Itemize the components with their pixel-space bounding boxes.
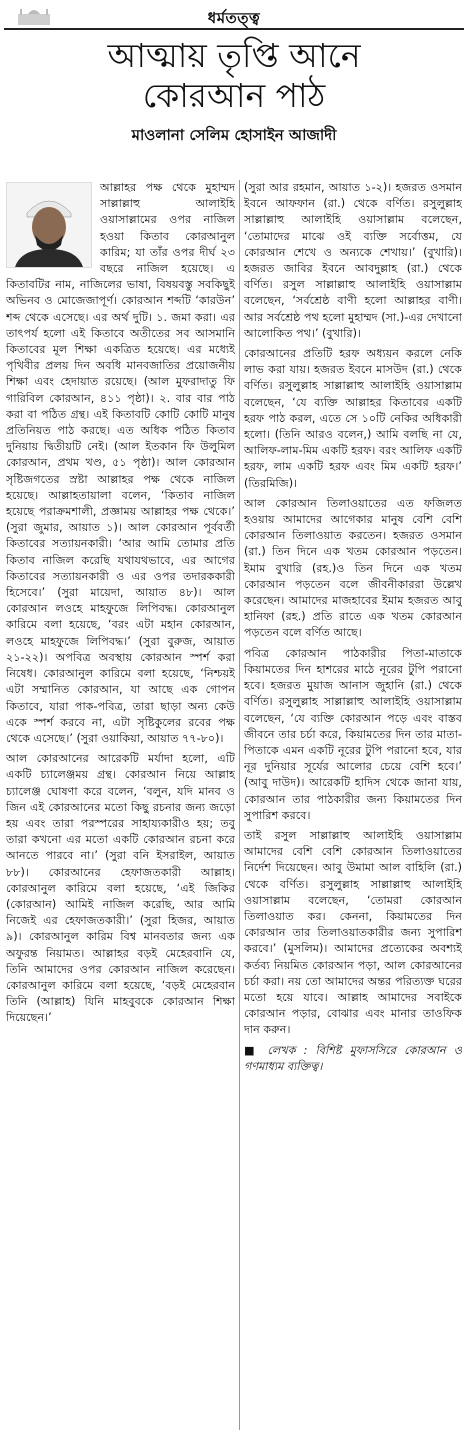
headline-line-2: কোরআন পাঠ xyxy=(142,76,326,115)
header-rule xyxy=(4,28,464,30)
article-column-1 xyxy=(6,180,235,1435)
section-label: ধর্মতত্ত্ব xyxy=(207,9,261,27)
column-1-paragraph: আল্লাহর পক্ষ থেকে মুহাম্মদ সাল্লাল্লাহু আলাইহি ওয়াসাল্লামের ওপর নাজিল হওয়া কিতাব কোরআনুল কারিম; যা তাঁর ওপর দীর্ঘ ২৩ বছরে নাজিল হয়েছে। এ কিতাবটির নাম, নাজিলের ভাষা, বিষয়বস্তু সবকিছুই অভিনব ও মোজেজাপূর্ণ। কোরআন শব্দটি ‘কারউন’ শব্দ থেকে এসেছে। এর অর্থ দুটি। ১. জমা করা। এর তাৎপর্য হলো এই কিতাবে অতীতের সব আসমানি কিতাবের মূল শিক্ষা একত্রিত হয়েছে। এর মধ্যেই পৃথিবীর প্রলয় দিন অবধি মানবজাতির প্রয়োজনীয় শিক্ষা এবং হেদায়াত রয়েছে। (আল মুফরাদাতু ফি গারিবিল কোরআন, ৪১১ পৃষ্ঠা)। ২. বার বার পাঠ করা বা পঠিত গ্রন্থ। এই কিতাবটি কোটি কোটি মানুষ প্রতিনিয়ত পাঠ করছে। এত অধিক পঠিত কিতাব দুনিয়ায় দ্বিতীয়টি নেই। (আল ইতকান ফি উলুমিল কোরআন, প্রথম খণ্ড, ৫১ পৃষ্ঠা)। আল কোরআন সৃষ্টিজগতের স্রষ্টা আল্লাহর পক্ষ থেকে নাজিল হয়েছে। আল্লাহতায়ালা বলেন, ‘কিতাব নাজিল হয়েছে পরাক্রমশালী, প্রজ্ঞাময় আল্লাহর পক্ষ থেকে।’ (সুরা জুমার, আয়াত ১)। আল কোরআন পূর্ববর্তী কিতাবের সত্যায়নকারী। ‘আর আমি তোমার প্রতি কিতাব নাজিল করেছি যথাযথভাবে, এর আগের কিতাবের সত্যায়নকারী ও এর ওপর তদারককারী হিসেবে।’ (সুরা মায়েদা, আয়াত ৪৮)। আল কোরআন লওহে মাহফুজে লিপিবদ্ধ। কোরআনুল কারিমে বলা হয়েছে, ‘বরং এটা মহান কোরআন, লওহে মাহফুজে লিপিবদ্ধ।’ (সুরা বুরুজ, আয়াত ২১-২২)। অপবিত্র অবস্থায় কোরআন স্পর্শ করা নিষেধ। কোরআনুল কারিমে বলা হয়েছে, ‘নিশ্চয়ই এটা সম্মানিত কোরআন, যা আছে এক গোপন কিতাবে, যারা পাক-পবিত্র, তারা ছাড়া অন্য কেউ একে স্পর্শ করবে না, এটা সৃষ্টিকুলের রবের পক্ষ থেকে এসেছে।’ (সুরা ওয়াকিয়া, আয়াত ৭৭-৮০)। xyxy=(6,181,235,745)
column-2-paragraph: আল কোরআন তিলাওয়াতের এত ফজিলত হওয়ায় আমাদের আগেকার মানুষ বেশি বেশি কোরআন তিলাওয়াত করতেন। হজরত ওসমান (রা.) তিন দিনে এক খতম কোরআন পড়তেন। ইমাম বুখারি (রহ.)ও তিন দিনে এক খতম কোরআন পড়তেন বলে জীবনীকাররা উল্লেখ করেছেন। আমাদের মাজহাবের ইমাম হজরত আবু হানিফা (রহ.) প্রতি রাতে এক খতম কোরআন পড়তেন বলে বর্ণিত আছে। xyxy=(244,496,462,640)
author-footnote: ■ লেখক : বিশিষ্ট মুফাসসিরে কোরআন ও গণমাধ্যম ব্যক্তিত্ব। xyxy=(244,1043,462,1073)
column-2-paragraph: তাই রসুল সাল্লাল্লাহু আলাইহি ওয়াসাল্লাম আমাদের বেশি বেশি কোরআন তিলাওয়াতের নির্দেশ দিয়েছেন। আবু উমামা আল বাহিলি (রা.) থেকে বর্ণিত। রসুলুল্লাহ সাল্লাল্লাহু আলাইহি ওয়াসাল্লাম বলেছেন, ‘তোমরা কোরআন তিলাওয়াত কর। কেননা, কিয়ামতের দিন কোরআন তার তিলাওয়াতকারীর জন্য সুপারিশ করবে।’ (মুসলিম)। আমাদের প্রত্যেকের অবশ্যই কর্তব্য নিয়মিত কোরআন পড়া, আল কোরআনের চর্চা করা। নয় তো আমাদের অন্তর পরিত্যক্ত ঘরের মতো হয়ে যাবে। আল্লাহ আমাদের সবাইকে কোরআন পড়ার, বোঝার এবং মানার তাওফিক দান করুন। xyxy=(244,828,462,1037)
column-2-paragraph: (সুরা আর রহমান, আয়াত ১-২)। হজরত ওসমান ইবনে আফফান (রা.) থেকে বর্ণিত। রসুলুল্লাহ সাল্লাল্লাহু আলাইহি ওয়াসাল্লাম বলেছেন, ‘তোমাদের মাঝে ওই ব্যক্তি সর্বোত্তম, যে কোরআন শেখে ও অন্যকে শেখায়।’ (বুখারি)। হজরত জাবির ইবনে আবদুল্লাহ (রা.) থেকে বর্ণিত। রসুল সাল্লাল্লাহু আলাইহি ওয়াসাল্লাম বলেছেন, ‘সর্বশ্রেষ্ঠ বাণী হলো আল্লাহর বাণী। আর সর্বশ্রেষ্ঠ পথ হলো মুহাম্মদ (সা.)-এর দেখানো আলোকিত পথ।’ (বুখারি)। xyxy=(244,181,462,340)
headline-line-1: আত্মায় তৃপ্তি আনে xyxy=(107,36,361,75)
author-byline: মাওলানা সেলিম হোসাইন আজাদী xyxy=(131,126,337,144)
column-1-paragraph: আল কোরআনের আরেকটি মর্যাদা হলো, এটি একটি চ্যালেঞ্জময় গ্রন্থ। কোরআন নিয়ে আল্লাহ চ্যালেঞ্জ ঘোষণা করে বলেন, ‘বলুন, যদি মানব ও জিন এই কোরআনের মতো কিছু রচনার জন্য জড়ো হয় এবং তারা পরস্পরের সাহায্যকারীও হয়; তবু তারা কখনো এর মতো একটি কোরআন রচনা করে আনতে পারবে না।’ (সুরা বনি ইসরাইল, আয়াত ৮৮)। কোরআনের হেফাজতকারী আল্লাহ। কোরআনুল কারিমে বলা হয়েছে, ‘এই জিকির (কোরআন) আমিই নাজিল করেছি, আর আমি নিজেই এর হেফাজতকারী।’ (সুরা হিজর, আয়াত ৯)। কোরআনুল কারিম বিশ্ব মানবতার জন্য এক অফুরন্ত নিয়ামত। আল্লাহর বড়ই মেহেরবানি যে, তিনি আমাদের ওপর কোরআন নাজিল করেছেন। কোরআনুল কারিমে বলা হয়েছে, ‘বড়ই মেহেরবান তিনি (আল্লাহ) যিনি মাহবুবকে কোরআন শিক্ষা দিয়েছেন।’ xyxy=(6,752,235,1025)
column-divider xyxy=(239,180,240,1430)
section-header xyxy=(4,4,464,30)
article-column-2 xyxy=(244,180,462,1435)
headline xyxy=(0,36,468,116)
column-2-paragraph: কোরআনের প্রতিটি হরফ অধ্যয়ন করলে নেকি লাভ করা যায়। হজরত ইবনে মাসউদ (রা.) থেকে বর্ণিত। রসুলুল্লাহ সাল্লাল্লাহু আলাইহি ওয়াসাল্লাম বলেছেন, ‘যে ব্যক্তি আল্লাহর কিতাবের একটি হরফ পাঠ করল, এতে সে ১০টি নেকির অধিকারী হলো। (তিনি আরও বলেন,) আমি বলছি না যে, আলিফ-লাম-মিম একটি হরফ। বরং আলিফ একটি হরফ, লাম একটি হরফ এবং মিম একটি হরফ।’ (তিরমিজি)। xyxy=(244,347,462,490)
author-photo xyxy=(6,182,92,268)
column-2-paragraph: পবিত্র কোরআন পাঠকারীর পিতা-মাতাকে কিয়ামতের দিন হাশরের মাঠে নূরের টুপি পরানো হবে। হজরত মুয়াজ আনাস জুহানি (রা.) থেকে বর্ণিত। রসুলুল্লাহ সাল্লাল্লাহু আলাইহি ওয়াসাল্লাম বলেছেন, ‘যে ব্যক্তি কোরআন পড়ে এবং বাস্তব জীবনে তার চর্চা করে, কিয়ামতের দিন তার মাতা-পিতাকে এমন একটি নূরের টুপি পরানো হবে, যার নূর দুনিয়ার সূর্যের আলোর চেয়ে বেশি হবে।’ (আবু দাউদ)। আরেকটি হাদিস থেকে জানা যায়, কোরআন তার পাঠকারীর জন্য কিয়ামতের দিন সুপারিশ করবে। xyxy=(244,646,462,822)
